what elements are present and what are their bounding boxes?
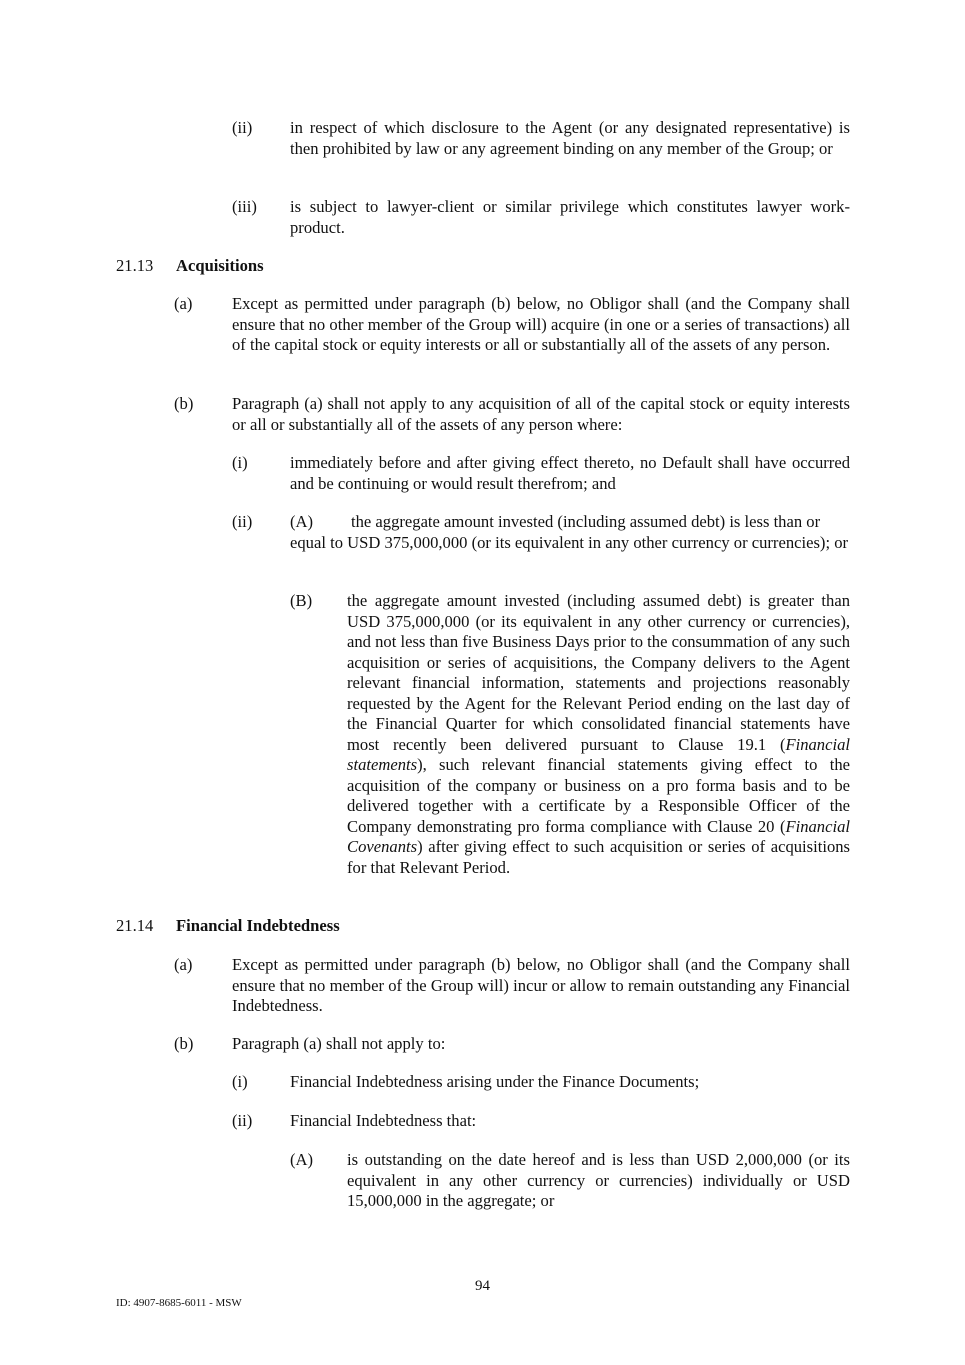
paragraph-b — [0, 1034, 965, 1056]
subparagraph-label: (i) — [232, 453, 248, 472]
sub-item-label: (A) — [290, 1150, 314, 1169]
sub-item-text — [347, 591, 850, 878]
list-item — [0, 118, 965, 180]
subparagraph-ii — [0, 512, 965, 576]
sub-item-label: (A) — [290, 512, 314, 531]
sub-item-A — [0, 1150, 965, 1214]
sub-item-text-first-line: the aggregate amount invested (including assumed debt) is less than or — [351, 512, 821, 531]
paragraph-label: (a) — [174, 955, 193, 974]
clause-reference: Financial Covenants — [347, 816, 850, 856]
sub-item-B — [0, 591, 965, 901]
list-item — [0, 197, 965, 239]
sub-item-text-part: ) after giving effect to such acquisition or series of acquisitions for that Relevant Period. — [347, 837, 850, 877]
paragraph-text: Except as permitted under paragraph (b) below, no Obligor shall (and the Company shall ensure that no other member of the Group will) acquire (in one or a series of transactions) all of the capital stock or equity interests or all or substantially all of the assets of any person. — [232, 294, 850, 354]
paragraph-label: (a) — [174, 294, 193, 313]
item-text: in respect of which disclosure to the Agent (or any designated representative) is then prohibited by law or any agreement binding on any member of the Group; or — [290, 118, 850, 158]
sub-item-text: equal to USD 375,000,000 (or its equivalent in any other currency or currencies); or — [290, 532, 849, 552]
paragraph-text: Except as permitted under paragraph (b) below, no Obligor shall (and the Company shall ensure that no member of the Group will) incur or allow to remain outstanding any Financial Indebtedness. — [232, 955, 850, 1015]
sub-item-text-part: ), such relevant financial statements giving effect to the acquisition of the company or business on a pro forma basis and to be delivered together with a certificate by a Responsible Officer of the Company demonstrating pro forma compliance with Clause 20 ( — [347, 755, 850, 836]
paragraph-label: (b) — [174, 1034, 194, 1053]
paragraph-a — [0, 294, 965, 378]
sub-item-text-part: the aggregate amount invested (including assumed debt) is greater than USD 375,000,000 (or its equivalent in any other currency or currencies), and not less than five Business Days prior to the consummation of any such acquisition or series of acquisitions, the Company delivers to the Agent relevant financial information, statements and projections reasonably requested by the Agent for the Relevant Period ending on the last day of the Financial Quarter for which consolidated financial statements have most recently been delivered pursuant to Clause 19.1 ( — [347, 591, 850, 754]
section-title: Acquisitions — [176, 256, 264, 275]
paragraph-a — [0, 955, 965, 1019]
subparagraph-text: immediately before and after giving effect thereto, no Default shall have occurred and be continuing or would result therefrom; and — [290, 453, 850, 493]
page-number: 94 — [475, 1278, 490, 1294]
subparagraph-ii — [0, 1111, 965, 1133]
subparagraph-label: (ii) — [232, 1111, 253, 1130]
section-number: 21.13 — [116, 256, 154, 275]
paragraph-text: Paragraph (a) shall not apply to: — [232, 1034, 446, 1053]
subparagraph-text: Financial Indebtedness arising under the Finance Documents; — [290, 1072, 700, 1091]
subparagraph-label: (i) — [232, 1072, 248, 1091]
subparagraph-text: Financial Indebtedness that: — [290, 1111, 477, 1130]
subparagraph-label: (ii) — [232, 512, 253, 531]
subparagraph-i — [0, 453, 965, 495]
paragraph-b — [0, 394, 965, 436]
subparagraph-i — [0, 1072, 965, 1094]
item-label: (iii) — [232, 197, 257, 216]
clause-reference: Financial statements — [347, 734, 850, 774]
item-text: is subject to lawyer-client or similar privilege which constitutes lawyer work-product. — [290, 197, 850, 237]
section-number: 21.14 — [116, 916, 154, 935]
sub-item-label: (B) — [290, 591, 313, 610]
paragraph-label: (b) — [174, 394, 194, 413]
sub-item-text: is outstanding on the date hereof and is less than USD 2,000,000 (or its equivalent in any other currency or currencies) individually or USD 15,000,000 in the aggregate; or — [347, 1150, 850, 1210]
paragraph-text: Paragraph (a) shall not apply to any acquisition of all of the capital stock or equity interests or all or substantially all of the assets of any person where: — [232, 394, 850, 434]
document-id: ID: 4907-8685-6011 - MSW — [116, 1297, 242, 1309]
section-title: Financial Indebtedness — [176, 916, 340, 935]
item-label: (ii) — [232, 118, 253, 137]
